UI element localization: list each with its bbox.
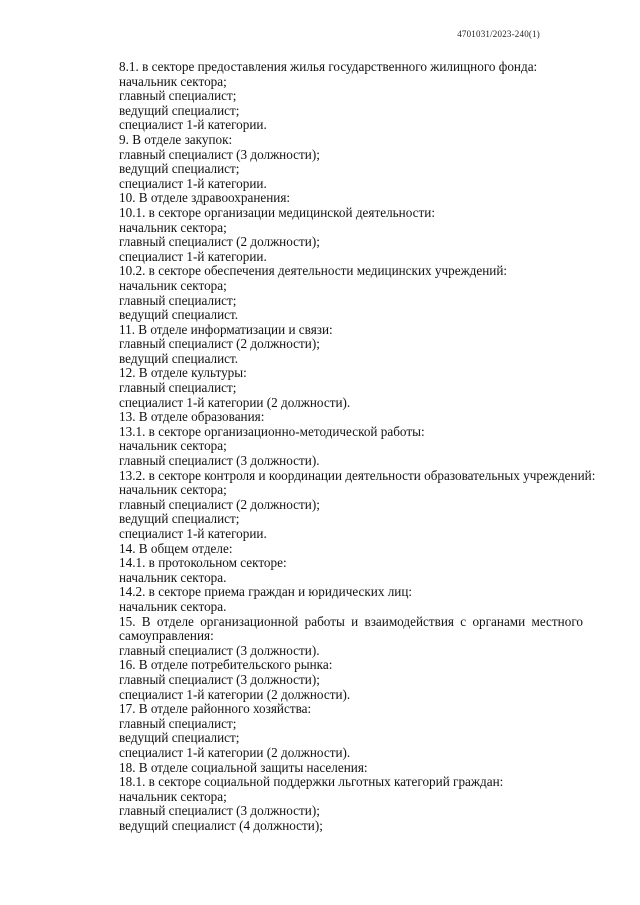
position-item: начальник сектора; bbox=[119, 73, 227, 89]
position-item: ведущий специалист; bbox=[119, 511, 240, 527]
position-item: начальник сектора; bbox=[119, 788, 227, 804]
position-item: ведущий специалист; bbox=[119, 102, 240, 118]
position-item: ведущий специалист. bbox=[119, 350, 239, 366]
section-heading: 10.1. в секторе организации медицинской деятельности: bbox=[119, 204, 435, 220]
position-item: главный специалист (2 должности); bbox=[119, 234, 320, 250]
position-item: главный специалист; bbox=[119, 715, 237, 731]
section-heading: 14.2. в секторе приема граждан и юридических лиц: bbox=[119, 584, 413, 600]
position-item: главный специалист (3 должности); bbox=[119, 146, 320, 162]
section-heading: 11. В отделе информатизации и связи: bbox=[119, 321, 333, 337]
section-heading: 13. В отделе образования: bbox=[119, 409, 265, 425]
position-item: начальник сектора; bbox=[119, 438, 227, 454]
position-item: специалист 1-й категории. bbox=[119, 175, 267, 191]
section-heading: 12. В отделе культуры: bbox=[119, 365, 247, 381]
position-item: главный специалист (3 должности). bbox=[119, 642, 320, 658]
position-item: главный специалист; bbox=[119, 292, 237, 308]
section-heading: 14.1. в протокольном секторе: bbox=[119, 555, 287, 571]
position-item: специалист 1-й категории. bbox=[119, 117, 267, 133]
section-heading: 18. В отделе социальной защиты населения: bbox=[119, 759, 368, 775]
section-heading: 8.1. в секторе предоставления жилья государственного жилищного фонда: bbox=[119, 59, 538, 74]
section-heading: 13.2. в секторе контроля и координации деятельности образовательных учреждений: bbox=[119, 467, 596, 483]
section-heading: 10. В отделе здравоохранения: bbox=[119, 190, 291, 206]
position-item: специалист 1-й категории (2 должности). bbox=[119, 394, 351, 410]
section-heading: 15. В отделе организационной работы и взаимодействия с органами местного bbox=[119, 614, 583, 629]
section-heading: 10.2. в секторе обеспечения деятельности медицинских учреждений: bbox=[119, 263, 508, 279]
section-heading: 16. В отделе потребительского рынка: bbox=[119, 657, 333, 673]
document-body bbox=[0, 60, 640, 833]
position-item: главный специалист (2 должности); bbox=[119, 336, 320, 352]
position-item: начальник сектора; bbox=[119, 277, 227, 293]
position-item: начальник сектора. bbox=[119, 569, 227, 585]
position-item: специалист 1-й категории (2 должности). bbox=[119, 686, 351, 702]
position-item: начальник сектора. bbox=[119, 598, 227, 614]
document-number: 4701031/2023-240(1) bbox=[457, 29, 540, 39]
position-item: главный специалист; bbox=[119, 380, 237, 396]
position-item: ведущий специалист; bbox=[119, 161, 240, 177]
position-item: главный специалист (2 должности); bbox=[119, 496, 320, 512]
section-heading: 14. В общем отделе: bbox=[119, 540, 233, 556]
position-item: начальник сектора; bbox=[119, 482, 227, 498]
section-heading: 13.1. в секторе организационно-методической работы: bbox=[119, 423, 425, 439]
position-item: главный специалист (3 должности); bbox=[119, 671, 320, 687]
position-item: специалист 1-й категории. bbox=[119, 526, 267, 541]
section-heading: 9. В отделе закупок: bbox=[119, 131, 233, 147]
section-heading: 18.1. в секторе социальной поддержки льготных категорий граждан: bbox=[119, 774, 504, 790]
position-item: начальник сектора; bbox=[119, 219, 227, 235]
position-item: специалист 1-й категории. bbox=[119, 248, 267, 264]
section-heading-continuation: самоуправления: bbox=[119, 628, 214, 644]
position-item: главный специалист; bbox=[119, 88, 237, 104]
position-item: главный специалист (3 должности); bbox=[119, 803, 320, 819]
position-item: ведущий специалист. bbox=[119, 307, 239, 323]
position-item: ведущий специалист; bbox=[119, 730, 240, 746]
section-heading: 17. В отделе районного хозяйства: bbox=[119, 701, 312, 717]
position-item: ведущий специалист (4 должности); bbox=[119, 817, 323, 833]
position-item: специалист 1-й категории (2 должности). bbox=[119, 744, 351, 760]
position-item: главный специалист (3 должности). bbox=[119, 453, 320, 469]
